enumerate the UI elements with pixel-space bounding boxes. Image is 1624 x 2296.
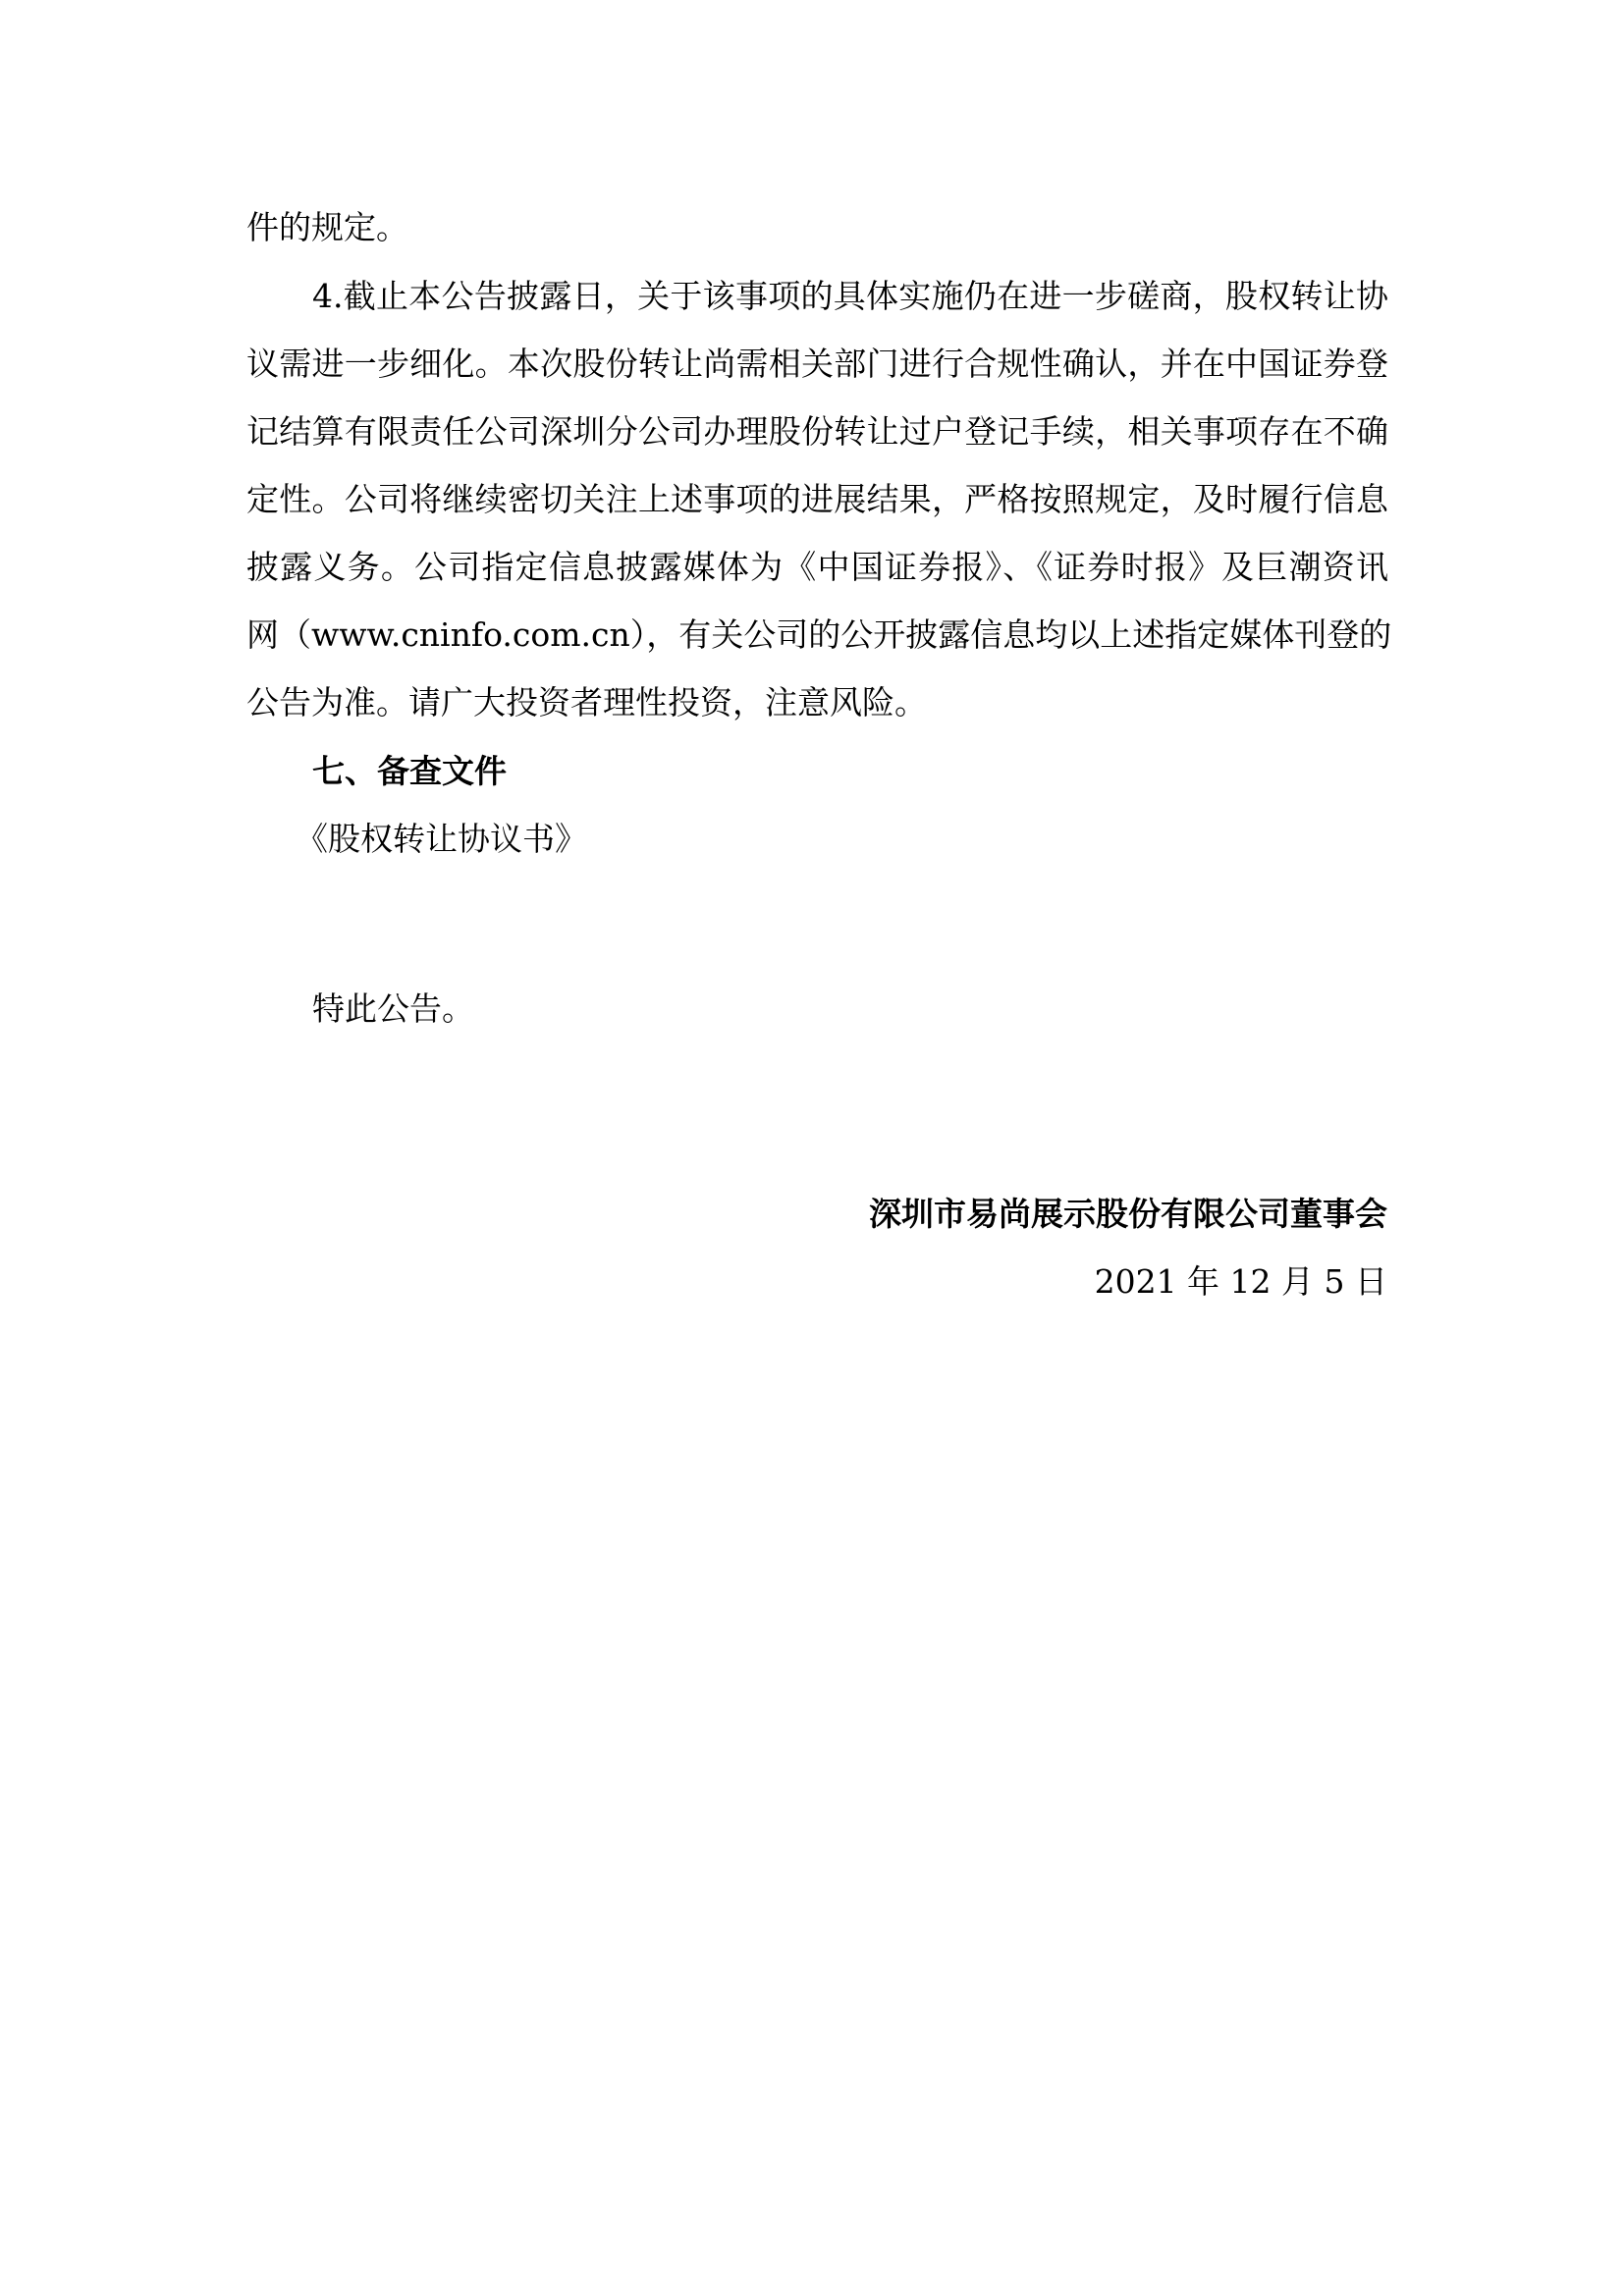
- paragraph-line: 4.截止本公告披露日，关于该事项的具体实施仍在进一步磋商，股权转让协: [312, 277, 1388, 315]
- paragraph-line: 网（www.cninfo.com.cn），有关公司的公开披露信息均以上述指定媒体刊登的: [246, 615, 1392, 654]
- paragraph-line: 记结算有限责任公司深圳分公司办理股份转让过户登记手续，相关事项存在不确: [246, 412, 1388, 451]
- closing-text: 特此公告。: [312, 989, 474, 1028]
- signature-company: 深圳市易尚展示股份有限公司董事会: [869, 1195, 1387, 1233]
- paragraph-line: 公告为准。请广大投资者理性投资，注意风险。: [246, 683, 927, 721]
- paragraph-line: 件的规定。: [246, 208, 408, 246]
- paragraph-line: 定性。公司将继续密切关注上述事项的进展结果，严格按照规定，及时履行信息: [246, 480, 1388, 518]
- paragraph-line: 议需进一步细化。本次股份转让尚需相关部门进行合规性确认，并在中国证券登: [246, 345, 1388, 383]
- reference-document: 《股权转让协议书》: [296, 820, 587, 858]
- paragraph-line: 披露义务。公司指定信息披露媒体为《中国证券报》、《证券时报》及巨潮资讯: [246, 548, 1388, 586]
- section-heading: 七、备查文件: [312, 752, 507, 790]
- signature-date: 2021 年 12 月 5 日: [1094, 1262, 1387, 1301]
